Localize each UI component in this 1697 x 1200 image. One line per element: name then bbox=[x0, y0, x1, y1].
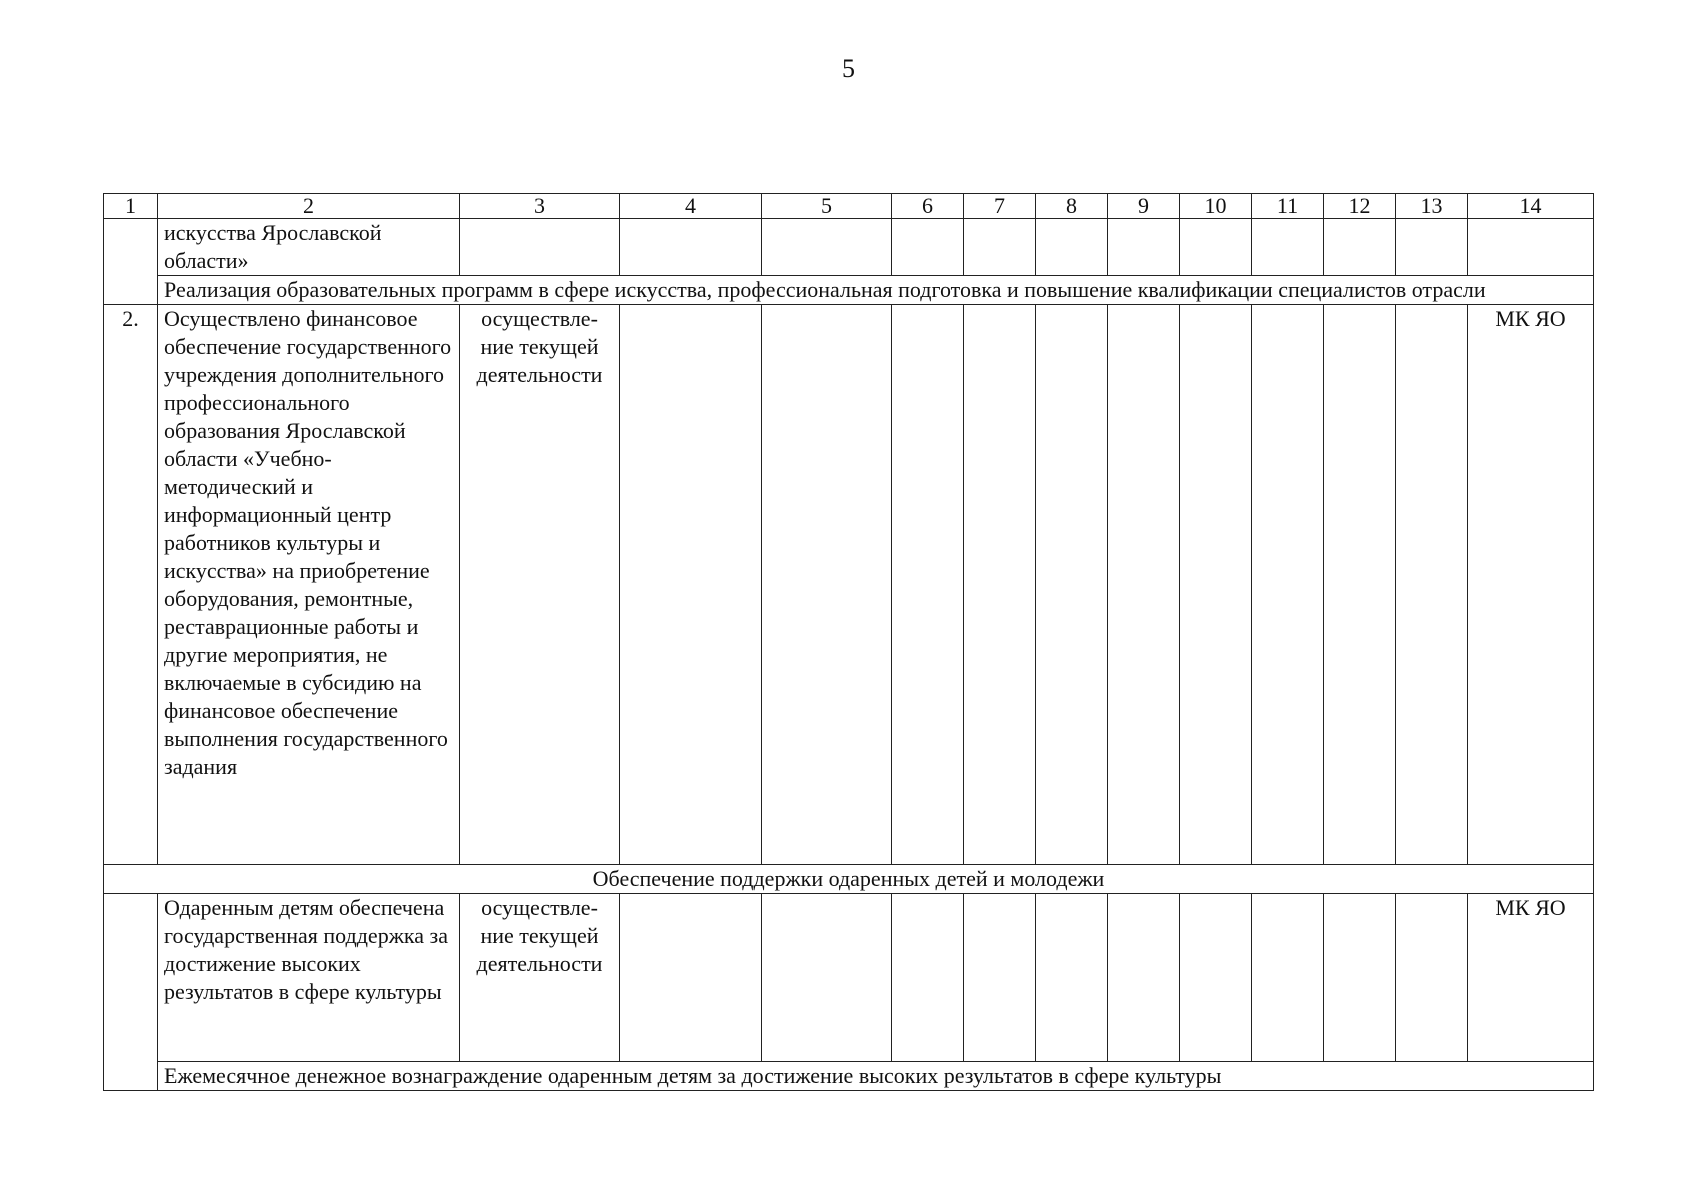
program-table bbox=[103, 193, 1594, 1091]
header-cell: 7 bbox=[964, 194, 1036, 219]
header-cell: 14 bbox=[1468, 194, 1594, 219]
header-cell: 1 bbox=[104, 194, 158, 219]
continuation-description: искусства Ярославской области» bbox=[158, 219, 460, 276]
header-cell: 12 bbox=[1324, 194, 1396, 219]
row-description: Одаренным детям обеспечена государственная поддержка за достижение высоких результатов в сфере культуры bbox=[158, 894, 460, 1062]
section-row bbox=[104, 865, 1594, 894]
header-row bbox=[104, 194, 1594, 219]
table-row bbox=[104, 305, 1594, 865]
table-row bbox=[104, 894, 1594, 1062]
header-cell: 6 bbox=[892, 194, 964, 219]
section-title-education: Реализация образовательных программ в сфере искусства, профессиональная подготовка и повышение квалификации специалистов отрасли bbox=[158, 276, 1594, 305]
header-cell: 11 bbox=[1252, 194, 1324, 219]
continuation-num-cell bbox=[104, 219, 158, 305]
header-cell: 5 bbox=[762, 194, 892, 219]
section-row bbox=[104, 276, 1594, 305]
header-cell: 13 bbox=[1396, 194, 1468, 219]
header-cell: 2 bbox=[158, 194, 460, 219]
header-cell: 4 bbox=[620, 194, 762, 219]
section-row bbox=[104, 1062, 1594, 1091]
section-title-monthly-reward: Ежемесячное денежное вознаграждение одаренным детям за достижение высоких результатов в сфере культуры bbox=[158, 1062, 1594, 1091]
section-title-gifted-children: Обеспечение поддержки одаренных детей и молодежи bbox=[104, 865, 1594, 894]
header-cell: 10 bbox=[1180, 194, 1252, 219]
row-description: Осуществлено финансовое обеспечение государственного учреждения дополнительного профессионального образования Ярославской области «Учебно-методический и информационный центр работников культуры и искусства» на приобретение оборудования, ремонтные, реставрационные работы и другие мероприятия, не включаемые в субсидию на финансовое обеспечение выполнения государственного задания bbox=[158, 305, 460, 865]
page-number: 5 bbox=[842, 54, 855, 83]
header-cell: 9 bbox=[1108, 194, 1180, 219]
continuation-row bbox=[104, 219, 1594, 276]
row-number bbox=[104, 894, 158, 1091]
header-cell: 3 bbox=[460, 194, 620, 219]
row-number: 2. bbox=[104, 305, 158, 865]
row-source: осуществле-ние текущей деятельности bbox=[460, 894, 620, 1062]
header-cell: 8 bbox=[1036, 194, 1108, 219]
row-executor: МК ЯО bbox=[1468, 894, 1594, 1062]
row-source: осуществле-ние текущей деятельности bbox=[460, 305, 620, 865]
row-executor: МК ЯО bbox=[1468, 305, 1594, 865]
